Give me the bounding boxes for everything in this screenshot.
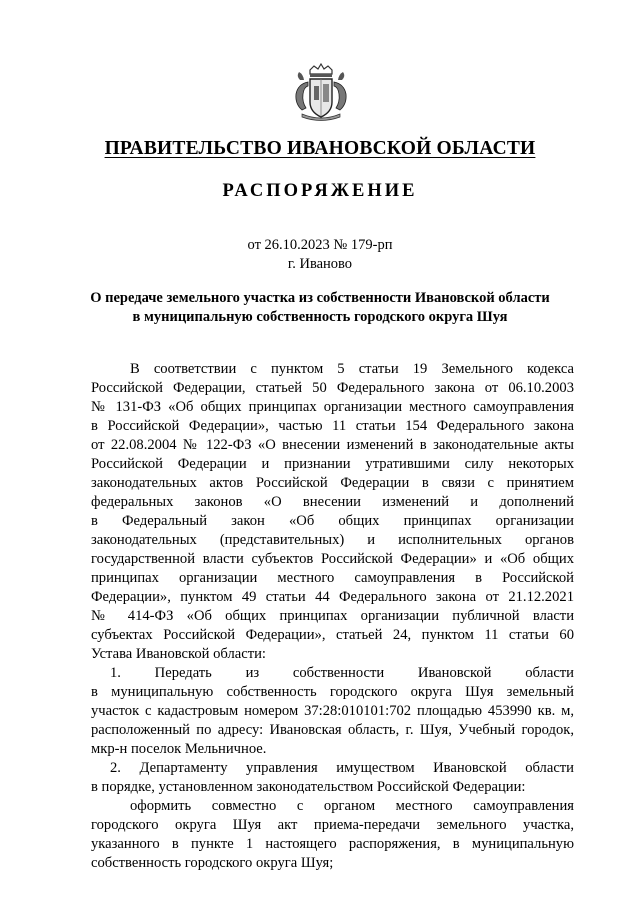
body-line: законодательных актов Российской Федерации в связи с принятием bbox=[91, 475, 574, 491]
body-line: В соответствии с пунктом 5 статьи 19 Земельного кодекса bbox=[130, 361, 574, 377]
body-line: государственной власти субъектов Российской Федерации» и «Об общих bbox=[91, 551, 574, 567]
body-line: в муниципальную собственность городского округа Шуя земельный bbox=[91, 684, 574, 700]
body-line: расположенный по адресу: Ивановская область, г. Шуя, Учебный городок, bbox=[91, 722, 574, 738]
body-line: оформить совместно с органом местного самоуправления bbox=[130, 798, 574, 814]
body-line: Российской Федерации, статьей 50 Федерального закона от 06.10.2003 bbox=[91, 380, 574, 396]
item-2-line: 2. Департаменту управления имуществом Ивановской области bbox=[110, 760, 574, 776]
subject-line-1: О передаче земельного участка из собственности Ивановской области bbox=[90, 290, 550, 306]
document-type: РАСПОРЯЖЕНИЕ bbox=[222, 181, 418, 201]
subject-line-2: в муниципальную собственность городского округа Шуя bbox=[132, 309, 508, 325]
body-line: в Российской Федерации», частью 11 статьи 154 Федерального закона bbox=[91, 418, 574, 434]
ivanovo-coat-of-arms-icon bbox=[290, 62, 352, 124]
body-line: Устава Ивановской области: bbox=[91, 646, 266, 662]
body-line: в Федеральный закон «Об общих принципах организации bbox=[91, 513, 574, 529]
body-line: городского округа Шуя акт приема-передачи земельного участка, bbox=[91, 817, 574, 833]
body-line: участок с кадастровым номером 37:28:010101:702 площадью 453990 кв. м, bbox=[91, 703, 574, 719]
body-line: мкр-н поселок Мельничное. bbox=[91, 741, 267, 757]
body-line: № 131-ФЗ «Об общих принципах организации местного самоуправления bbox=[91, 399, 574, 415]
body-line: в порядке, установленном законодательством Российской Федерации: bbox=[91, 779, 526, 795]
item-1-line: 1. Передать из собственности Ивановской области bbox=[110, 665, 574, 681]
body-line: Федерации», пунктом 49 статьи 44 Федерального закона от 21.12.2021 bbox=[91, 589, 574, 605]
body-line: законодательных (представительных) и исполнительных органов bbox=[91, 532, 574, 548]
organization-title: ПРАВИТЕЛЬСТВО ИВАНОВСКОЙ ОБЛАСТИ bbox=[104, 138, 536, 159]
body-line: № 414-ФЗ «Об общих принципах организации публичной власти bbox=[91, 608, 574, 624]
body-line: федеральных законов «О внесении изменений и дополнений bbox=[91, 494, 574, 510]
body-line: принципах организации местного самоуправления в Российской bbox=[91, 570, 574, 586]
body-line: собственность городского округа Шуя; bbox=[91, 855, 334, 871]
city: г. Иваново bbox=[287, 256, 353, 272]
body-line: от 22.08.2004 № 122-ФЗ «О внесении изменений в законодательные акты bbox=[91, 437, 574, 453]
body-line: указанного в пункте 1 настоящего распоряжения, в муниципальную bbox=[91, 836, 574, 852]
body-line: Российской Федерации и признании утратившими силу некоторых bbox=[91, 456, 574, 472]
body-line: субъектах Российской Федерации», статьей 24, пунктом 11 статьи 60 bbox=[91, 627, 574, 643]
date-number: от 26.10.2023 № 179-рп bbox=[247, 237, 393, 253]
